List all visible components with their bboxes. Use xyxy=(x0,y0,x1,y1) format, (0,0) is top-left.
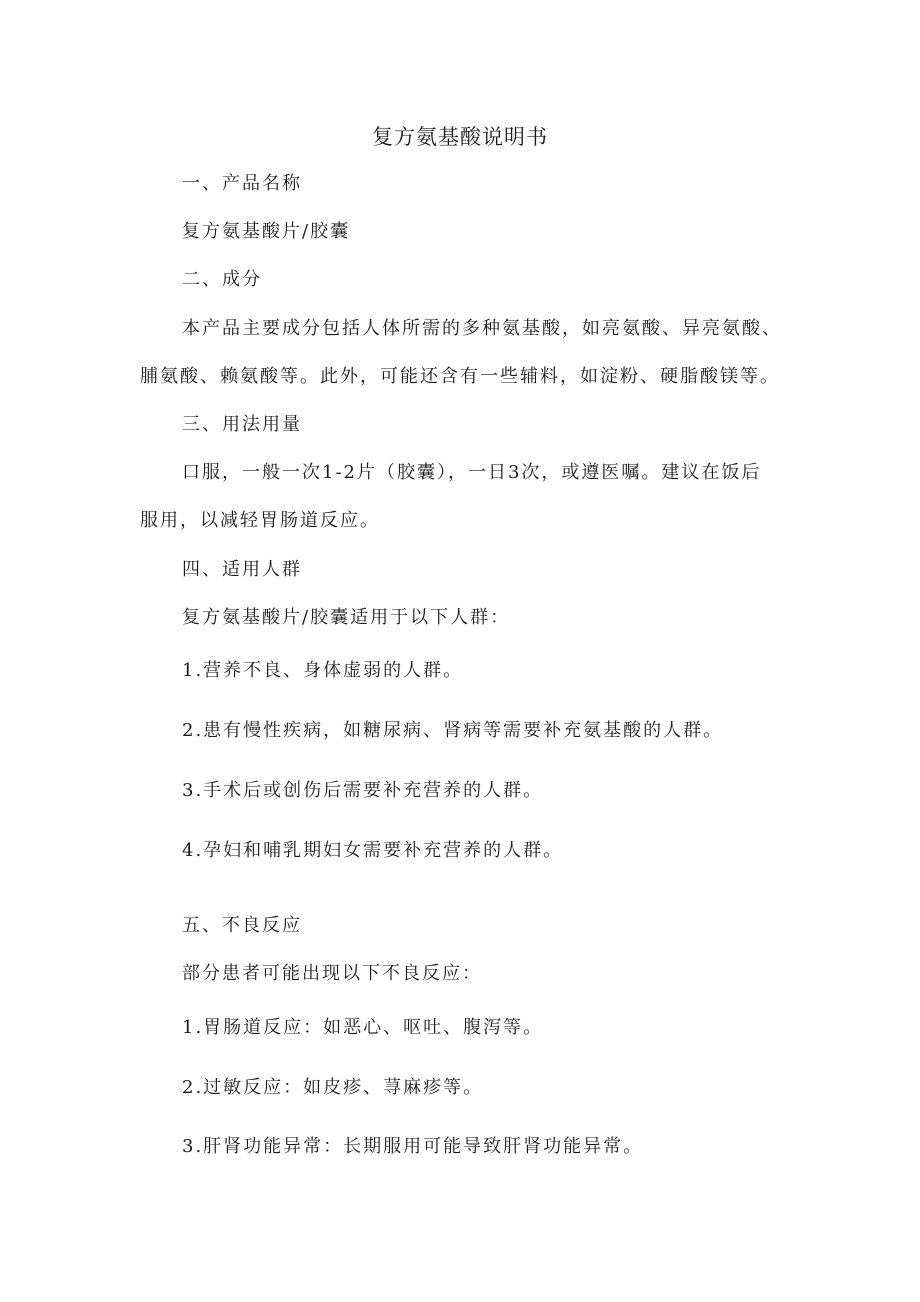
list-item: 1.营养不良、身体虚弱的人群。 xyxy=(182,660,464,681)
product-name-text: 复方氨基酸片/胶囊 xyxy=(182,221,351,242)
adverse-reactions-intro: 部分患者可能出现以下不良反应： xyxy=(182,963,482,984)
target-population-intro: 复方氨基酸片/胶囊适用于以下人群： xyxy=(182,607,511,628)
list-item: 2.过敏反应：如皮疹、荨麻疹等。 xyxy=(182,1077,484,1098)
section-heading-target-population: 四、适用人群 xyxy=(182,559,302,580)
section-heading-product-name: 一、产品名称 xyxy=(182,173,302,194)
list-item: 1.胃肠道反应：如恶心、呕吐、腹泻等。 xyxy=(182,1017,544,1038)
ingredients-text-line-2: 脯氨酸、赖氨酸等。此外，可能还含有一些辅料，如淀粉、硬脂酸镁等。 xyxy=(140,366,780,387)
dosage-text-line-1: 口服，一般一次1-2片（胶囊），一日3次，或遵医嘱。建议在饭后 xyxy=(182,462,762,483)
list-item: 4.孕妇和哺乳期妇女需要补充营养的人群。 xyxy=(182,840,564,861)
ingredients-text-line-1: 本产品主要成分包括人体所需的多种氨基酸，如亮氨酸、异亮氨酸、 xyxy=(182,318,782,339)
list-item: 2.患有慢性疾病，如糖尿病、肾病等需要补充氨基酸的人群。 xyxy=(182,720,724,741)
document-title: 复方氨基酸说明书 xyxy=(372,125,548,149)
section-heading-adverse-reactions: 五、不良反应 xyxy=(182,915,302,936)
section-heading-dosage: 三、用法用量 xyxy=(182,414,302,435)
section-heading-ingredients: 二、成分 xyxy=(182,269,262,290)
dosage-text-line-2: 服用，以减轻胃肠道反应。 xyxy=(140,510,380,531)
list-item: 3.肝肾功能异常：长期服用可能导致肝肾功能异常。 xyxy=(182,1136,644,1157)
list-item: 3.手术后或创伤后需要补充营养的人群。 xyxy=(182,780,544,801)
